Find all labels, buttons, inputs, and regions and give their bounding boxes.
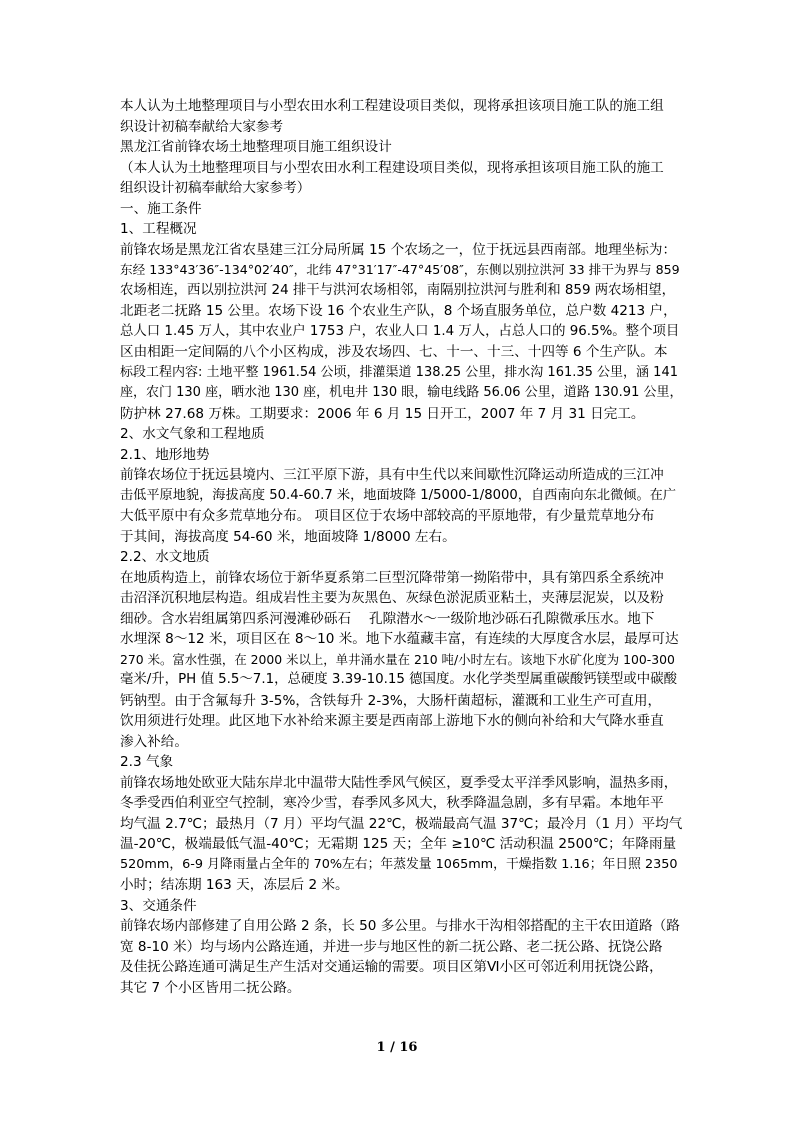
text-line: 东经 133°43′36″-134°02′40″，北纬 47°31′17″-47°45′08″，东侧以别拉洪河 33 排干为界与 859	[120, 262, 680, 277]
project-overview-paragraph	[120, 240, 683, 425]
text-line: 防护林 27.68 万株。工期要求：2006 年 6 月 15 日开工，2007 年 7 月 31 日完工。	[120, 405, 645, 422]
text-line: 于其间，海拔高度 54-60 米，地面坡降 1/8000 左右。	[120, 528, 456, 545]
text-line: 冬季受西伯利亚空气控制，寒冷少雪，春季风多风大，秋季降温急剧，多有早霜。本地年平	[120, 795, 664, 811]
text-line: 2.2、水文地质	[120, 549, 210, 565]
subsection-heading	[120, 896, 680, 917]
text-line: 前锋农场是黑龙江省农垦建三江分局所属 15 个农场之一，位于抚远县西南部。地理坐标为：	[120, 241, 677, 258]
text-line: 黑龙江省前锋农场土地整理项目施工组织设计	[120, 139, 392, 155]
page-number: 1	[376, 1040, 386, 1055]
transport-paragraph	[120, 916, 680, 998]
text-line: 均气温 2.7℃；最热月（7 月）平均气温 22℃，极端最高气温 37℃；最冷月（1 月）平均气	[120, 815, 683, 832]
section-heading	[120, 199, 680, 220]
page-footer	[0, 1040, 794, 1055]
terrain-paragraph	[120, 465, 680, 547]
subsection-heading	[120, 445, 680, 466]
text-line: 标段工程内容: 土地平整 1961.54 公顷，排灌渠道 138.25 公里，排水沟 161.35 公里，涵 141	[120, 364, 678, 380]
text-line: 及佳抚公路连通可满足生产生活对交通运输的需要。项目区第Ⅵ小区可邻近利用抚饶公路，	[120, 959, 663, 975]
text-line: 饮用须进行处理。此区地下水补给来源主要是西南部上游地下水的侧向补给和大气降水垂直	[120, 713, 664, 729]
subsection-heading	[120, 752, 680, 773]
page-separator: /	[385, 1040, 400, 1055]
text-line: 组织设计初稿奉献给大家参考）	[120, 180, 311, 196]
text-line: 织设计初稿奉献给大家参考	[120, 118, 284, 135]
text-line: 座，农门 130 座，晒水池 130 座，机电井 130 眼，输电线路 56.06 公里，道路 130.91 公里，	[120, 385, 683, 400]
text-line: 本人认为土地整理项目与小型农田水利工程建设项目类似，现将承担该项目施工队的施工组	[120, 98, 664, 114]
text-line: 北距老二抚路 15 公里。农场下设 16 个农业生产队，8 个场直服务单位，总户数 4213 户，	[120, 303, 677, 319]
text-line: 小时；结冻期 163 天，冻层后 2 米。	[120, 877, 349, 893]
text-line: 520mm，6-9 月降雨量占全年的 70%左右；年蒸发量 1065mm，干燥指数 1.16；年日照 2350	[120, 856, 678, 872]
text-line: 前锋农场位于抚远县境内、三江平原下游，具有中生代以来间歇性沉降运动所造成的三江冲	[120, 467, 664, 483]
text-line: 总人口 1.45 万人，其中农业户 1753 户，农业人口 1.4 万人，占总人口的 96.5%。整个项目	[120, 323, 680, 339]
text-line: 一、施工条件	[120, 200, 202, 217]
text-line: 其它 7 个小区皆用二抚公路。	[120, 979, 301, 996]
subsection-heading	[120, 424, 680, 445]
text-line: 细砂。含水岩组属第四系河漫滩砂砾石 孔隙潜水～一级阶地沙砾石孔隙微承压水。地下	[120, 610, 655, 627]
text-line: 农场相连，西以别拉洪河 24 排干与洪河农场相邻，南隔别拉洪河与胜利和 859 两农场相望，	[120, 282, 676, 298]
text-line: 1、工程概况	[120, 221, 197, 237]
text-line: 大低平原中有众多荒草地分布。 项目区位于农场中部较高的平原地带，有少量荒草地分布	[120, 508, 655, 524]
text-line: 钙钠型。由于含氟每升 3-5%，含铁每升 2-3%，大肠杆菌超标，灌溉和工业生产可直用，	[120, 692, 662, 709]
text-line: 宽 8-10 米）均与场内公路连通，并进一步与地区性的新二抚公路、老二抚公路、抚饶公路	[120, 938, 663, 955]
text-line: 水埋深 8～12 米，项目区在 8～10 米。地下水蕴藏丰富，有连续的大厚度含水层，最厚可达	[120, 631, 679, 647]
climate-paragraph	[120, 773, 683, 896]
text-line: 区由相距一定间隔的八个小区构成，涉及农场四、七、十一、十三、十四等 6 个生产队。本	[120, 344, 668, 360]
text-line: 前锋农场内部修建了自用公路 2 条，长 50 多公里。与排水干沟相邻搭配的主干农田道路（路	[120, 918, 680, 934]
text-line: 温-20℃，极端最低气温-40℃；无霜期 125 天；全年 ≥10℃ 活动积温 2500℃；年降雨量	[120, 836, 677, 852]
text-line: （本人认为土地整理项目与小型农田水利工程建设项目类似，现将承担该项目施工队的施工	[120, 159, 664, 176]
intro-paragraph	[120, 96, 680, 137]
text-line: 击沼泽沉积地层构造。组成岩性主要为灰黑色、灰绿色淤泥质亚粘土，夹薄层泥炭，以及粉	[120, 590, 664, 606]
subsection-heading	[120, 219, 680, 240]
text-line: 渗入补给。	[120, 733, 188, 750]
subsection-heading	[120, 547, 680, 568]
text-line: 3、交通条件	[120, 897, 197, 914]
text-line: 2、水文气象和工程地质	[120, 426, 265, 442]
text-line: 击低平原地貌，海拔高度 50.4-60.7 米，地面坡降 1/5000-1/8000，自西南向东北微倾。在广	[120, 487, 677, 503]
text-line: 270 米。富水性强，在 2000 米以上，单井涌水量在 210 吨/小时左右。该地下水矿化度为 100-300	[120, 651, 675, 667]
text-line: 2.3 气象	[120, 754, 174, 770]
text-line: 毫米/升，PH 值 5.5～7.1，总硬度 3.39-10.15 德国度。水化学类型属重碳酸钙镁型或中碳酸	[120, 672, 677, 687]
hydrogeology-paragraph	[120, 568, 680, 753]
title-note	[120, 158, 680, 199]
text-line: 在地质构造上，前锋农场位于新华夏系第二巨型沉降带第一拗陷带中，具有第四系全系统冲	[120, 569, 664, 586]
text-line: 2.1、地形地势	[120, 446, 210, 463]
document-title	[120, 137, 680, 158]
text-line: 前锋农场地处欧亚大陆东岸北中温带大陆性季风气候区，夏季受太平洋季风影响，温热多雨，	[120, 774, 678, 791]
document-body	[120, 96, 683, 998]
total-pages: 16	[399, 1040, 418, 1055]
